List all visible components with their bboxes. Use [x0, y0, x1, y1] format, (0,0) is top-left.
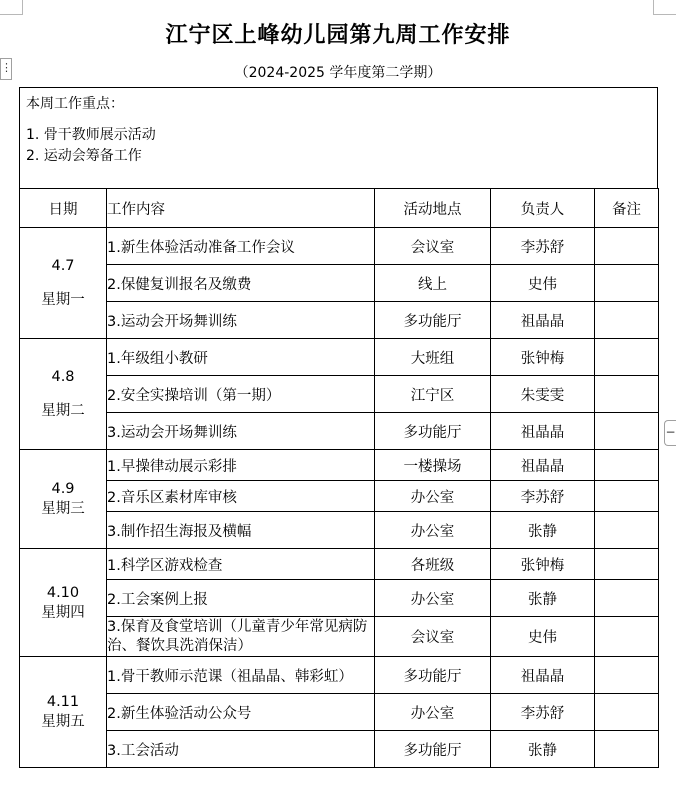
header-content: 工作内容 [107, 189, 375, 228]
work-owner: 张静 [491, 731, 595, 768]
day-weekday: 星期五 [41, 714, 85, 730]
work-content: 2.新生体验活动公众号 [107, 694, 375, 731]
work-owner: 李苏舒 [491, 481, 595, 512]
table-row [20, 450, 659, 481]
page-title: 江宁区上峰幼儿园第九周工作安排 [165, 22, 511, 48]
header-note: 备注 [595, 189, 659, 228]
day-cell-wednesday [20, 450, 107, 549]
table-row [20, 580, 659, 617]
day-cell-monday [20, 228, 107, 339]
work-place: 办公室 [375, 694, 491, 731]
work-owner: 李苏舒 [491, 228, 595, 265]
work-content: 1.科学区游戏检查 [107, 549, 375, 580]
table-row [20, 512, 659, 549]
work-content: 2.保健复训报名及缴费 [107, 265, 375, 302]
day-date: 4.11 [46, 694, 80, 710]
work-note [595, 413, 659, 450]
table-row [20, 549, 659, 580]
day-weekday: 星期四 [41, 604, 85, 621]
work-owner: 祖晶晶 [491, 450, 595, 481]
work-owner: 祖晶晶 [491, 657, 595, 694]
work-place: 大班组 [375, 339, 491, 376]
work-note [595, 657, 659, 694]
work-note [595, 228, 659, 265]
table-row [20, 265, 659, 302]
table-row [20, 617, 659, 657]
work-owner: 张钟梅 [491, 549, 595, 580]
header-place: 活动地点 [375, 189, 491, 228]
work-note [595, 265, 659, 302]
work-place: 办公室 [375, 481, 491, 512]
work-place: 各班级 [375, 549, 491, 580]
page-subtitle: （2024-2025 学年度第二学期） [234, 65, 442, 81]
table-row [20, 376, 659, 413]
work-note [595, 731, 659, 768]
day-cell-friday [20, 657, 107, 768]
table-row [20, 302, 659, 339]
schedule-table [19, 188, 659, 768]
work-content: 3.制作招生海报及横幅 [107, 512, 375, 549]
work-note [595, 481, 659, 512]
work-content: 1.新生体验活动准备工作会议 [107, 228, 375, 265]
work-content: 3.运动会开场舞训练 [107, 413, 375, 450]
table-header-row [20, 189, 659, 228]
work-place: 会议室 [375, 617, 491, 657]
day-date: 4.7 [51, 258, 75, 274]
work-note [595, 549, 659, 580]
work-content: 2.安全实操培训（第一期） [107, 376, 375, 413]
work-place: 多功能厅 [375, 413, 491, 450]
table-row [20, 694, 659, 731]
work-place: 多功能厅 [375, 302, 491, 339]
work-content: 3.工会活动 [107, 731, 375, 768]
table-row [20, 228, 659, 265]
weekly-focus-heading: 本周工作重点： [26, 96, 124, 112]
day-cell-thursday [20, 549, 107, 657]
work-note [595, 617, 659, 657]
work-owner: 祖晶晶 [491, 302, 595, 339]
day-cell-tuesday [20, 339, 107, 450]
work-place: 办公室 [375, 580, 491, 617]
day-weekday: 星期三 [41, 501, 85, 517]
work-note [595, 450, 659, 481]
table-row [20, 731, 659, 768]
table-row [20, 481, 659, 512]
work-content: 1.年级组小教研 [107, 339, 375, 376]
work-owner: 张静 [491, 580, 595, 617]
work-note [595, 512, 659, 549]
page-corner-mark-top-right [653, 0, 676, 15]
header-owner: 负责人 [491, 189, 595, 228]
work-content: 3.保育及食堂培训（儿童青少年常见病防治、餐饮具洗消保洁） [107, 617, 375, 657]
work-content: 1.骨干教师示范课（祖晶晶、韩彩虹） [107, 657, 375, 694]
weekly-focus-box [19, 87, 658, 188]
work-note [595, 694, 659, 731]
header-date: 日期 [20, 189, 107, 228]
table-row [20, 339, 659, 376]
work-content: 2.音乐区素材库审核 [107, 481, 375, 512]
weekly-focus-item: 1. 骨干教师展示活动 [26, 127, 156, 143]
work-note [595, 376, 659, 413]
page-corner-mark-top-left [0, 0, 23, 15]
day-date: 4.8 [51, 369, 75, 385]
work-owner: 祖晶晶 [491, 413, 595, 450]
work-place: 多功能厅 [375, 657, 491, 694]
table-row [20, 657, 659, 694]
work-owner: 李苏舒 [491, 694, 595, 731]
day-weekday: 星期二 [41, 403, 85, 419]
work-place: 多功能厅 [375, 731, 491, 768]
work-owner: 张钟梅 [491, 339, 595, 376]
day-date: 4.9 [51, 481, 75, 497]
work-owner: 张静 [491, 512, 595, 549]
work-place: 办公室 [375, 512, 491, 549]
day-date: 4.10 [46, 584, 80, 601]
table-row [20, 413, 659, 450]
work-content: 1.早操律动展示彩排 [107, 450, 375, 481]
work-owner: 朱雯雯 [491, 376, 595, 413]
work-owner: 史伟 [491, 617, 595, 657]
work-note [595, 339, 659, 376]
work-note [595, 302, 659, 339]
weekly-focus-item: 2. 运动会筹备工作 [26, 148, 142, 164]
work-note [595, 580, 659, 617]
table-move-handle-icon[interactable]: ⋮ [0, 58, 12, 80]
work-content: 2.工会案例上报 [107, 580, 375, 617]
work-place: 江宁区 [375, 376, 491, 413]
work-place: 一楼操场 [375, 450, 491, 481]
work-content: 3.运动会开场舞训练 [107, 302, 375, 339]
work-owner: 史伟 [491, 265, 595, 302]
work-place: 线上 [375, 265, 491, 302]
work-place: 会议室 [375, 228, 491, 265]
day-weekday: 星期一 [41, 292, 85, 308]
collapse-panel-icon[interactable]: − [664, 420, 676, 446]
